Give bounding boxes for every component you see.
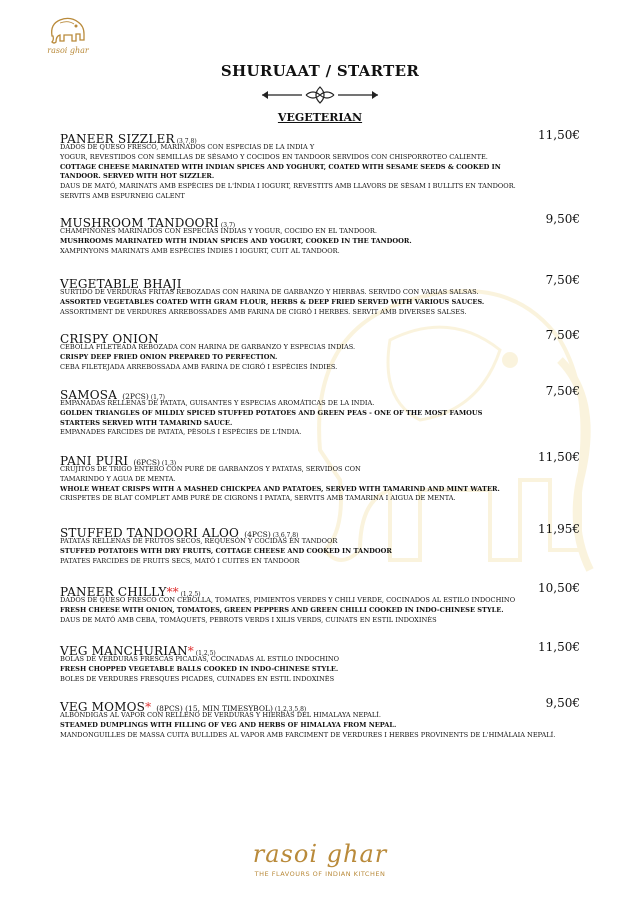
allergen-note: (1,2,5): [180, 591, 201, 598]
menu-item: [60, 212, 580, 256]
item-name: PANEER CHILLY: [60, 585, 167, 599]
page-title: SHURUAAT / STARTER: [220, 62, 420, 80]
footer-logo: [0, 840, 640, 878]
item-desc: BOLES DE VERDURES FRESQUES PICADES, CUINADES EN ESTIL INDOXINÈS: [60, 674, 335, 683]
item-price: 11,50€: [538, 450, 580, 464]
menu-item: [60, 450, 580, 504]
item-desc: ALBÓNDIGAS AL VAPOR CON RELLENO DE VERDURAS Y HIERBAS DEL HIMALAYA NEPALÍ.: [60, 711, 381, 719]
item-desc-en: TANDOOR. SERVED WITH HOT SIZZLER.: [60, 172, 215, 181]
item-desc-en: STARTERS SERVED WITH TAMARIND SAUCE.: [60, 418, 233, 427]
top-logo: [44, 14, 92, 55]
item-price: 9,50€: [545, 212, 580, 226]
menu-item: [60, 128, 580, 202]
item-desc: DAUS DE MATÓ, MARINATS AMB ESPÈCIES DE L'ÍNDIA I IOGURT, REVESTITS AMB LLAVORS DE SÈSAM I BULLITS EN TANDOOR.: [60, 182, 516, 191]
item-desc: PATATES FARCIDES DE FRUITS SECS, MATÓ I CUITES EN TANDOOR: [60, 556, 300, 565]
item-desc: ASSORTIMENT DE VERDURES ARREBOSSADES AMB FARINA DE CIGRÓ I HERBES. SERVIT AMB DIVERSES SALSES.: [60, 307, 467, 316]
item-desc-en: ASSORTED VEGETABLES COATED WITH GRAM FLOUR, HERBS & DEEP FRIED SERVED WITH VARIOUS SAUCES.: [60, 297, 485, 306]
item-desc-en: FRESH CHOPPED VEGETABLE BALLS COOKED IN INDO-CHINESE STYLE.: [60, 664, 339, 673]
item-desc-en: COTTAGE CHEESE MARINATED WITH INDIAN SPICES AND YOGHURT, COATED WITH SESAME SEEDS & COOKED IN: [60, 162, 501, 171]
footer-tagline: THE FLAVOURS OF INDIAN KITCHEN: [254, 870, 386, 878]
menu-item: [60, 640, 580, 684]
item-desc: TAMARINDO Y AGUA DE MENTA.: [60, 474, 176, 483]
item-quantity: (2PCS): [122, 392, 149, 401]
allergen-note: (3,7,8): [176, 138, 197, 145]
item-price: 11,50€: [538, 640, 580, 654]
item-desc: PATATAS RELLENAS DE FRUTOS SECOS, REQUESÓN Y COCIDAS EN TANDOOR: [60, 537, 338, 545]
item-desc: DADOS DE QUESO FRESCO CON CEBOLLA, TOMATES, PIMIENTOS VERDES Y CHILI VERDE, COCINADOS AL ESTILO INDOCHINO: [60, 596, 516, 604]
item-desc: BOLAS DE VERDURAS FRESCAS PICADAS, COCINADAS AL ESTILO INDOCHINO: [60, 655, 340, 663]
item-desc: CEBA FILETEJADA ARREBOSSADA AMB FARINA DE CIGRÓ I ESPÈCIES ÍNDIES.: [60, 362, 338, 371]
item-name: VEG MOMOS: [60, 700, 146, 714]
footer-brand-name: rasoi ghar: [252, 840, 388, 868]
allergen-note: (1,2,3,5,8): [274, 706, 307, 713]
item-desc: EMPANADAS RELLENAS DE PATATA, GUISANTES Y ESPECIAS AROMÁTICAS DE LA INDIA.: [60, 399, 375, 407]
item-desc-en: STUFFED POTATOES WITH DRY FRUITS, COTTAGE CHEESE AND COOKED IN TANDOOR: [60, 546, 392, 555]
item-price: 11,95€: [538, 522, 580, 536]
menu-item: [60, 273, 580, 317]
allergen-note: (1,3): [161, 460, 177, 467]
allergen-note: (3,6,7,8): [272, 532, 299, 539]
item-desc: XAMPINYONS MARINATS AMB ESPÈCIES ÍNDIES I IOGURT, CUIT AL TANDOOR.: [60, 246, 340, 255]
item-name: PANI PURI: [60, 454, 129, 468]
item-name: VEGETABLE BHAJI: [60, 277, 182, 291]
section-heading: VEGETERIAN: [277, 111, 363, 124]
menu-item: [60, 384, 580, 438]
spicy-marker: **: [166, 585, 179, 599]
item-quantity: (6PCS): [133, 458, 160, 467]
menu-item: [60, 696, 580, 740]
item-desc: CHAMPIÑONES MARINADOS CON ESPECIAS INDIAS Y YOGUR, COCIDO EN EL TANDOOR.: [60, 227, 377, 235]
spicy-marker: *: [187, 644, 194, 658]
item-name: SAMOSA: [60, 388, 118, 402]
item-price: 7,50€: [545, 328, 580, 342]
item-name: STUFFED TANDOORI ALOO: [60, 526, 240, 540]
item-desc-en: STEAMED DUMPLINGS WITH FILLING OF VEG AND HERBS OF HIMALAYA FROM NEPAL.: [60, 720, 397, 729]
item-name: VEG MANCHURIAN: [60, 644, 188, 658]
item-desc-en: MUSHROOMS MARINATED WITH INDIAN SPICES AND YOGURT, COOKED IN THE TANDOOR.: [60, 236, 412, 245]
item-desc: SURTIDO DE VERDURAS FRITAS REBOZADAS CON HARINA DE GARBANZO Y HIERBAS. SERVIDO CON VARIAS SALSAS.: [60, 288, 479, 296]
item-desc: YOGUR, REVESTIDOS CON SEMILLAS DE SÉSAMO Y COCIDOS EN TANDOOR SERVIDOS CON CHISPORROTEO CALIENTE.: [60, 152, 488, 161]
item-name: MUSHROOM TANDOORI: [60, 216, 219, 230]
spicy-marker: *: [145, 700, 152, 714]
item-price: 9,50€: [545, 696, 580, 710]
ornament-divider-icon: [258, 85, 382, 105]
item-desc: EMPANADES FARCIDES DE PATATA, PÈSOLS I ESPÈCIES DE L'ÍNDIA.: [60, 428, 302, 437]
item-desc-en: FRESH CHEESE WITH ONION, TOMATOES, GREEN PEPPERS AND GREEN CHILLI COOKED IN INDO-CHINESE STYLE.: [60, 605, 504, 614]
item-desc-en: GOLDEN TRIANGLES OF MILDLY SPICED STUFFED POTATOES AND GREEN PEAS - ONE OF THE MOST FAMOUS: [60, 408, 483, 417]
item-price: 10,50€: [538, 581, 580, 595]
item-desc: CRISPETES DE BLAT COMPLET AMB PURÉ DE CIGRONS I PATATA, SERVITS AMB TAMARINA I AIGUA DE MENTA.: [60, 494, 456, 503]
item-quantity: (4PCS): [244, 530, 271, 539]
item-price: 7,50€: [545, 384, 580, 398]
item-desc: DAUS DE MATÓ AMB CEBA, TOMÀQUETS, PEBROTS VERDS I XILIS VERDS, CUINATS EN ESTIL INDOXINÈS: [60, 615, 437, 624]
item-desc: CRUJITOS DE TRIGO ENTERO CON PURÉ DE GARBANZOS Y PATATAS, SERVIDOS CON: [60, 465, 361, 473]
item-price: 11,50€: [538, 128, 580, 142]
menu-item: [60, 581, 580, 625]
item-desc: SERVITS AMB ESPURNEIG CALENT: [60, 191, 185, 200]
item-desc-en: CRISPY DEEP FRIED ONION PREPARED TO PERFECTION.: [60, 352, 278, 361]
menu-item: [60, 328, 580, 372]
allergen-note: (1,2,5): [195, 650, 216, 657]
elephant-logo-icon: [46, 14, 90, 48]
allergen-note: (1,7): [150, 394, 165, 401]
item-quantity: (8PCS) (15, MIN TIMESYBOL): [156, 704, 273, 713]
menu-item: [60, 522, 580, 566]
item-desc-en: WHOLE WHEAT CRISPS WITH A MASHED CHICKPEA AND PATATOES, SERVED WITH TAMARIND AND MINT WATER.: [60, 484, 500, 493]
item-name: PANEER SIZZLER: [60, 132, 175, 146]
item-price: 7,50€: [545, 273, 580, 287]
logo-text: rasoi ghar: [47, 46, 89, 55]
item-desc: DADOS DE QUESO FRESCO, MARINADOS CON ESPECIAS DE LA INDIA Y: [60, 143, 315, 151]
item-desc: CEBOLLA FILETEADA REBOZADA CON HARINA DE GARBANZO Y ESPECIAS INDIAS.: [60, 343, 356, 351]
item-desc: MANDONGUILLES DE MASSA CUITA BULLIDES AL VAPOR AMB FARCIMENT DE VERDURES I HERBES PROVINENTS DE L'HIMÀLAIA NEPALÍ.: [60, 730, 556, 739]
item-name: CRISPY ONION: [60, 332, 159, 346]
allergen-note: (3,7): [220, 222, 236, 229]
